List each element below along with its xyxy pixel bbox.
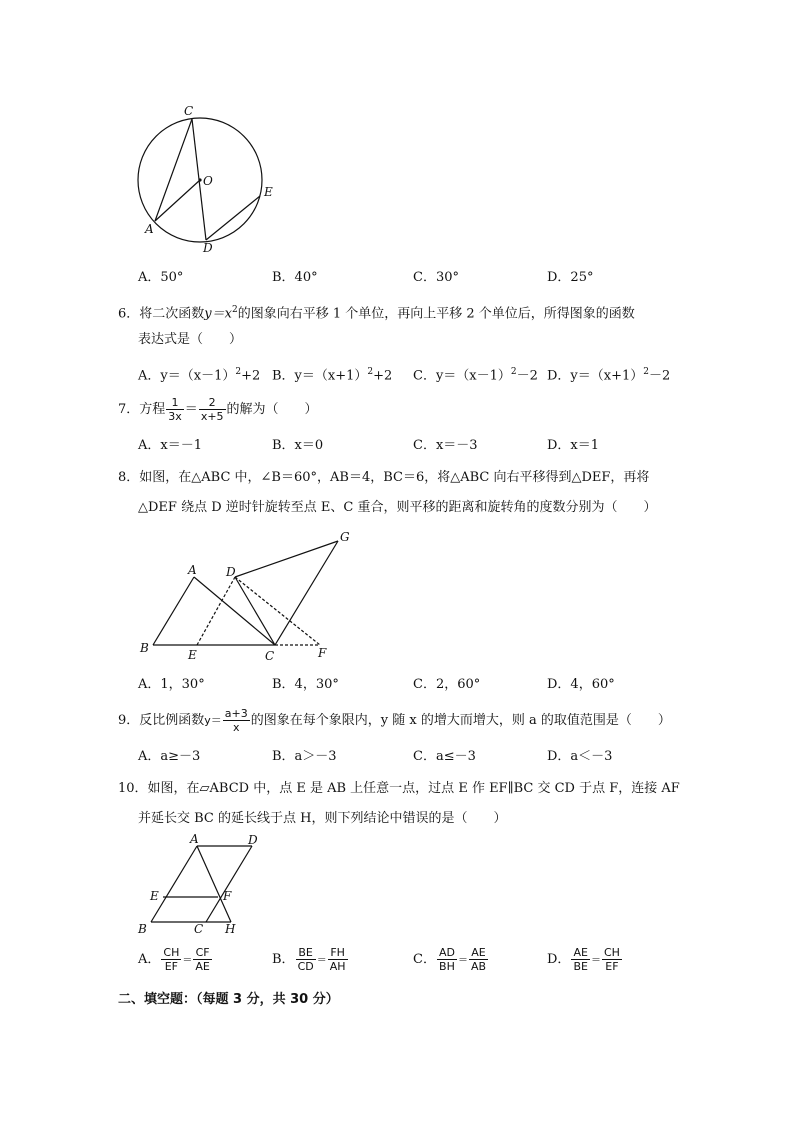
q5-option-c: C．30° (413, 270, 459, 285)
q10-option-d: D． $\frac{AE}{BE}$ ＝ $\frac{CH}{EF}$ (547, 946, 620, 973)
label-a: A (145, 222, 154, 236)
segment-ac (194, 577, 275, 645)
q10-option-a: A． $\frac{CH}{EF}$ ＝ $\frac{CF}{AE}$ (138, 946, 210, 973)
q10-line1: 10．如图，在▱ABCD 中，点 E 是 AB 上任意一点，过点 E 作 EF∥BC 交 CD 于点 F，连接 AF (118, 781, 680, 796)
label-e: E (150, 889, 159, 903)
label-d: D (226, 565, 236, 579)
label-a: A (188, 563, 197, 577)
section-heading: 二、填空题：（每题 3 分，共 30 分） (118, 992, 339, 1007)
segment-df (235, 577, 320, 645)
q10-option-b: B． $\frac{BE}{CD}$ ＝ $\frac{FH}{AH}$ (272, 946, 346, 973)
q5-option-a: A．50° (138, 270, 184, 285)
label-f: F (318, 646, 327, 660)
q9-option-a: A．a≥－3 (138, 749, 201, 764)
figure-parallelogram (132, 830, 272, 936)
q6-option-c: C．$y=(x-1)^2-2$ (413, 367, 538, 384)
q7-fraction-1: $\frac{1}{3x}$ (168, 396, 182, 423)
label-c: C (194, 922, 204, 936)
segment-de (206, 196, 260, 240)
q7-option-a: A．x＝－1 (138, 438, 202, 453)
q8-option-b: B．4，30° (272, 677, 339, 692)
q8-line2: △DEF 绕点 D 逆时针旋转至点 E、C 重合，则平移的距离和旋转角的度数分别为（ ） (138, 500, 657, 515)
figure-circle (128, 100, 288, 260)
label-e: E (264, 185, 273, 199)
label-d: D (248, 833, 258, 847)
label-e: E (188, 648, 197, 662)
label-h: H (225, 922, 236, 936)
q7-option-b: B．x＝0 (272, 438, 324, 453)
label-c: C (265, 649, 275, 663)
label-c: C (184, 104, 194, 118)
q10-line2: 并延长交 BC 的延长线于点 H，则下列结论中错误的是（ ） (138, 811, 507, 826)
label-b: B (140, 641, 149, 655)
q7-line: 7．方程 $\frac{1}{3x}$ ＝ $\frac{2}{x+5}$ 的解为（ ） (118, 396, 318, 423)
segment-ab (151, 846, 197, 922)
q9-option-d: D．a＜－3 (547, 749, 613, 764)
q10-option-c: C． $\frac{AD}{BH}$ ＝ $\frac{AE}{AB}$ (413, 946, 487, 973)
q9-line: 9．反比例函数y＝ $\frac{a+3}{x}$ 的图象在每个象限内，y 随 x 的增大而增大，则 a 的取值范围是（ ） (118, 707, 671, 734)
q9-option-c: C．a≤－3 (413, 749, 476, 764)
q9-option-b: B．a＞－3 (272, 749, 337, 764)
q7-option-c: C．x＝－3 (413, 438, 478, 453)
q8-option-c: C．2，60° (413, 677, 481, 692)
segment-gc (275, 541, 338, 645)
segment-ed (197, 577, 235, 645)
label-d: D (203, 241, 213, 255)
label-a: A (190, 832, 199, 846)
segment-ba (153, 577, 194, 645)
label-g: G (340, 530, 350, 544)
q6-line2: 表达式是（ ） (138, 332, 243, 347)
q5-option-b: B．40° (272, 270, 318, 285)
q9-fraction: $\frac{a+3}{x}$ (224, 707, 248, 734)
label-b: B (138, 922, 147, 936)
center-point (198, 178, 201, 181)
q6-line1: 6．将二次函数$y=x^2$的图象向右平移 1 个单位，再向上平移 2 个单位后，所得图象的函数 (118, 305, 635, 322)
q6-option-b: B．$y=(x+1)^2+2$ (272, 367, 393, 384)
label-o: O (203, 174, 213, 188)
q5-option-d: D．25° (547, 270, 594, 285)
segment-dg (235, 541, 338, 577)
q8-option-a: A．1，30° (138, 677, 205, 692)
q8-option-d: D．4，60° (547, 677, 615, 692)
label-f: F (223, 889, 232, 903)
q7-option-d: D．x＝1 (547, 438, 600, 453)
q6-option-d: D．$y=(x+1)^2-2$ (547, 367, 671, 384)
figure-triangles (130, 525, 360, 665)
segment-dc (235, 577, 275, 645)
segment-dc (206, 846, 252, 922)
segment-ah (197, 846, 231, 922)
segment-ao (155, 180, 200, 221)
q7-fraction-2: $\frac{2}{x+5}$ (200, 396, 224, 423)
segment-ca (155, 119, 192, 221)
q8-line1: 8．如图，在△ABC 中，∠B＝60°，AB＝4，BC＝6，将△ABC 向右平移得到△DEF，再将 (118, 470, 650, 485)
q6-option-a: A．$y=(x-1)^2+2$ (138, 367, 261, 384)
